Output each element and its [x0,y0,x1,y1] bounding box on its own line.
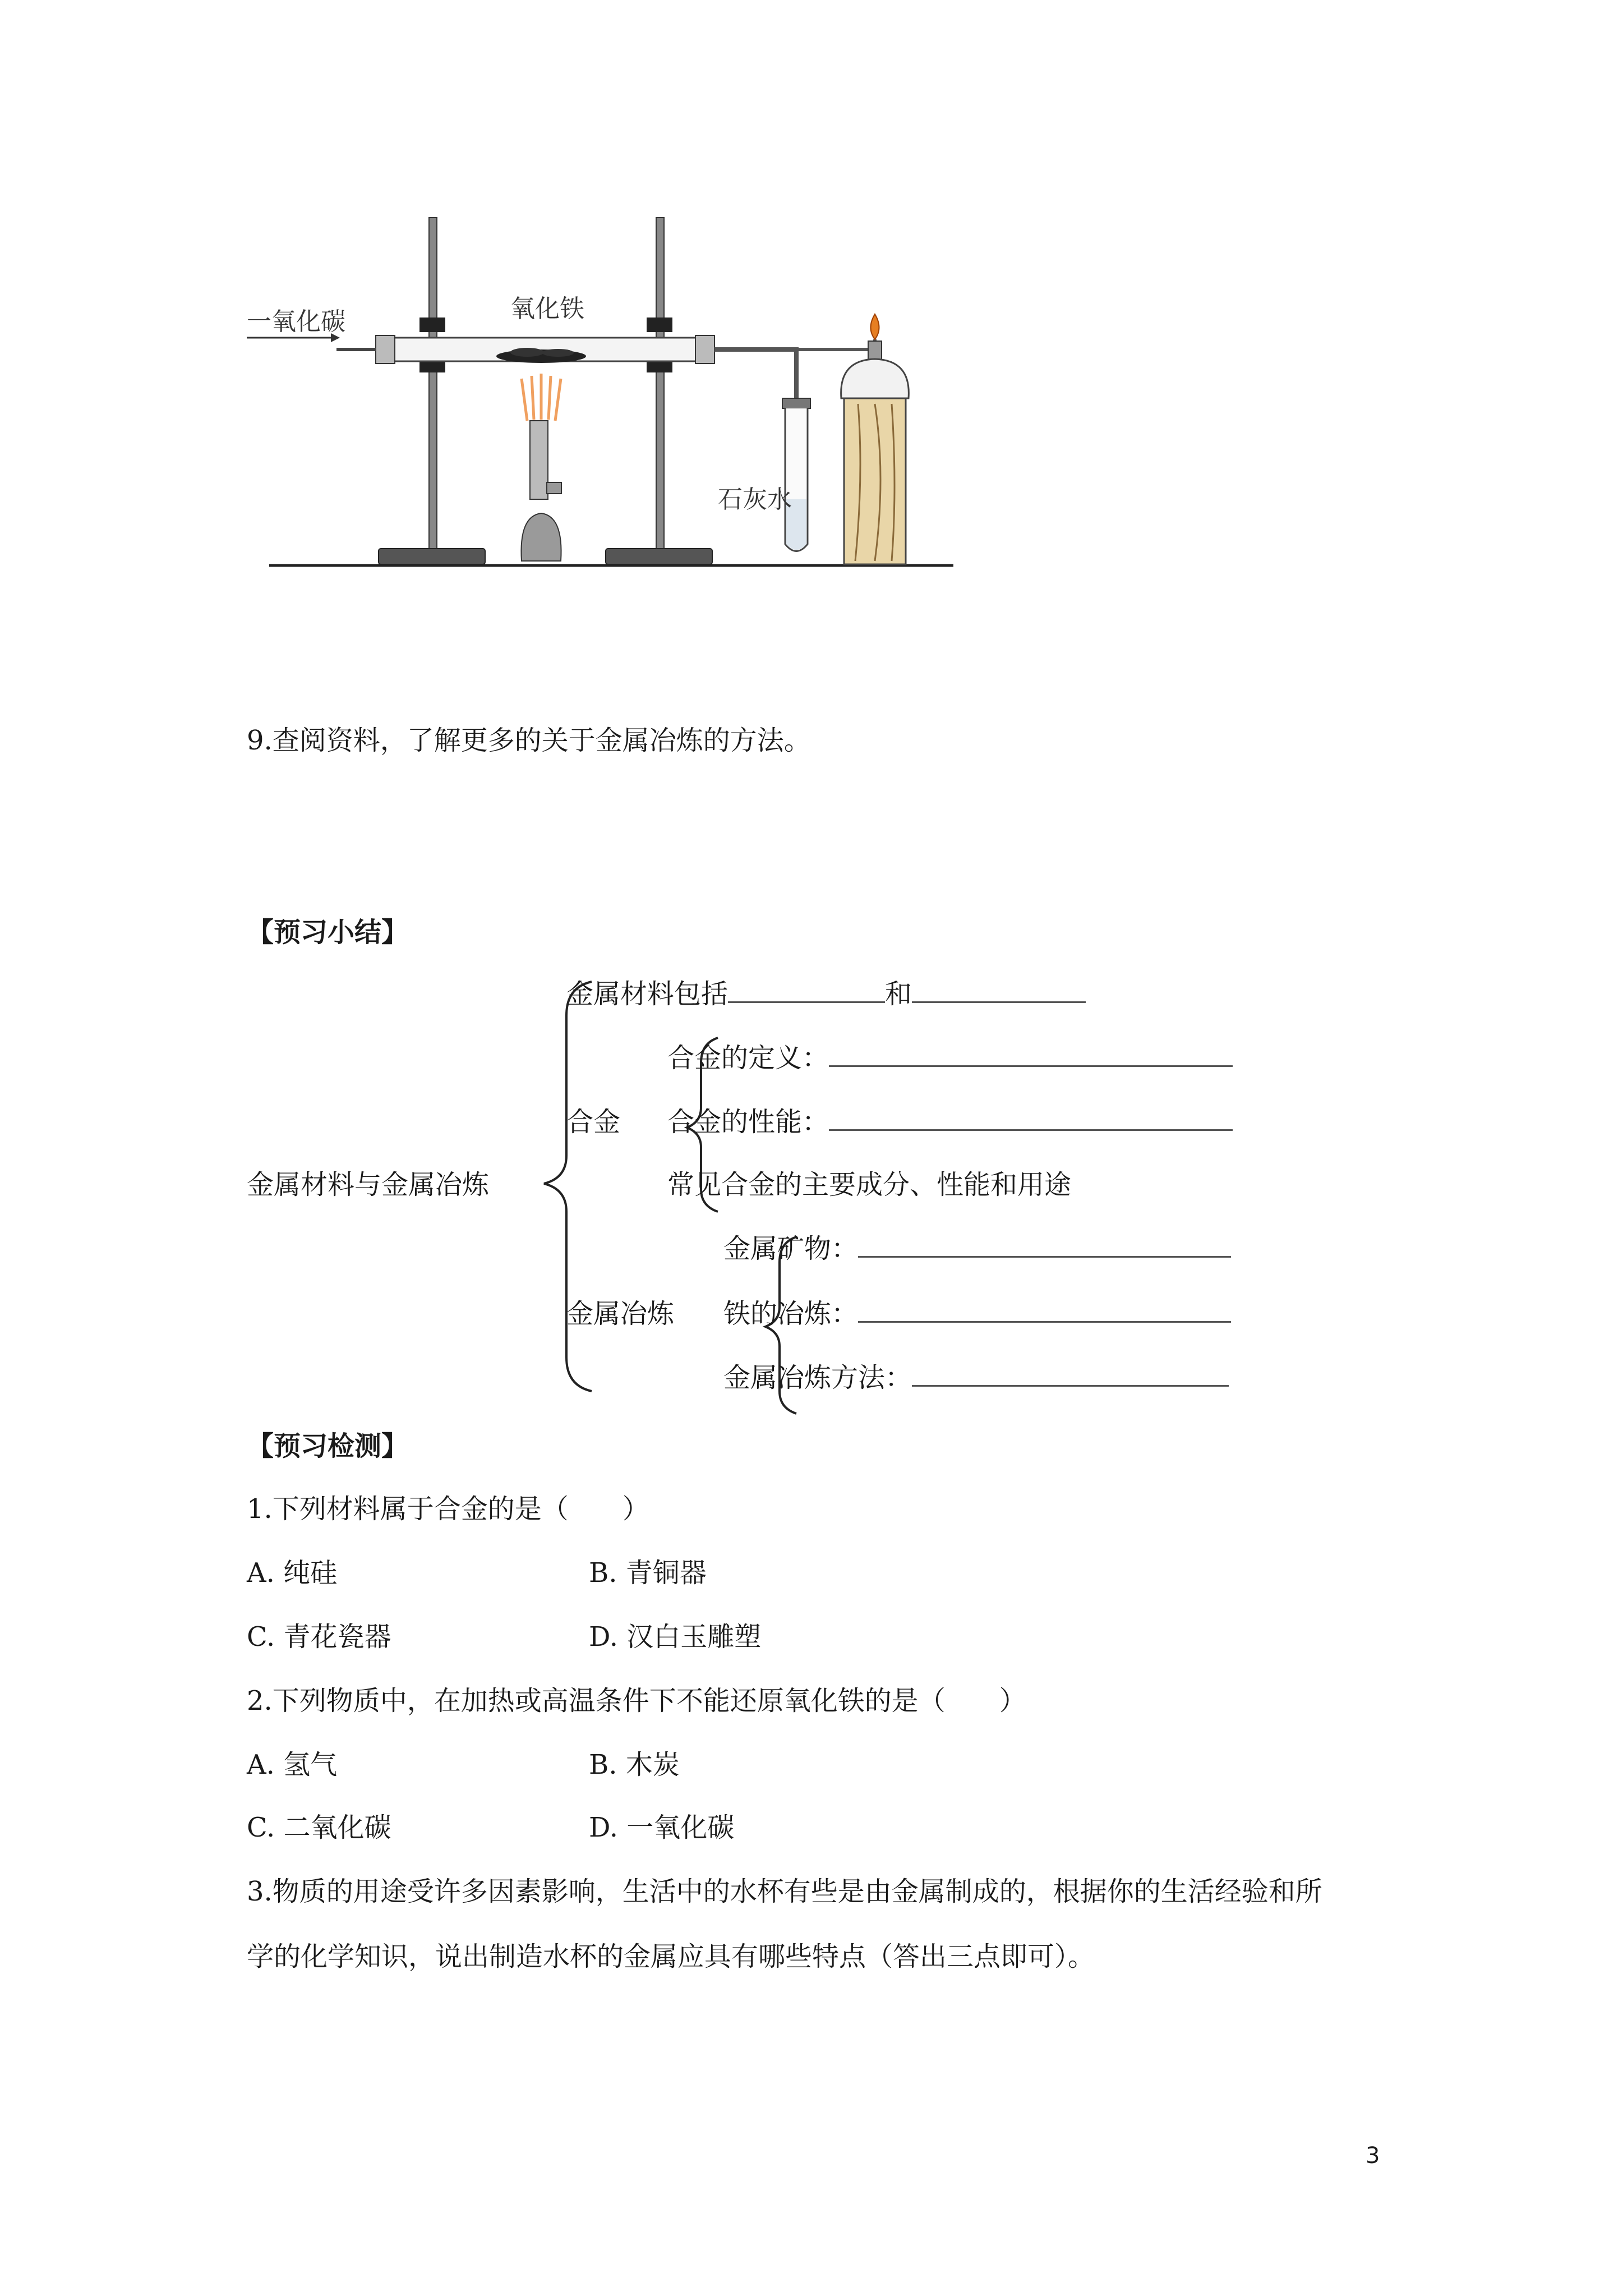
label-limewater: 石灰水 [718,485,792,514]
ore-line [723,1232,1231,1266]
q1-option-b[interactable]: B. 青铜器 [589,1557,707,1589]
ore-blank[interactable] [858,1234,1231,1258]
alloy-def-blank[interactable] [829,1043,1233,1067]
alloy-label: 合金 [566,1106,621,1138]
alloy-prop-line [667,1105,1233,1139]
alloy-def-label: 合金的定义： [667,1042,829,1074]
q1-option-d[interactable]: D. 汉白玉雕塑 [589,1621,762,1653]
iron-label: 铁的冶炼： [723,1298,859,1329]
label-carbon-monoxide: 一氧化碳 [247,307,345,336]
q2-option-b[interactable]: B. 木炭 [589,1749,680,1780]
q3-line-2: 学的化学知识，说出制造水杯的金属应具有哪些特点（答出三点即可）。 [247,1941,1095,1972]
q2-stem: 2.下列物质中，在加热或高温条件下不能还原氧化铁的是（ ） [247,1685,1026,1717]
materials-blank-2[interactable] [912,979,1086,1003]
alloy-def-line [667,1041,1233,1075]
method-label: 金属冶炼方法： [723,1362,912,1393]
check-heading: 【预习检测】 [247,1430,409,1462]
materials-prefix: 金属材料包括 [566,978,728,1010]
alloy-common-line: 常见合金的主要成分、性能和用途 [667,1169,1072,1200]
iron-blank[interactable] [858,1299,1231,1323]
materials-blank-1[interactable] [728,979,885,1003]
q1-stem: 1.下列材料属于合金的是（ ） [247,1493,649,1525]
ore-label: 金属矿物： [723,1233,859,1264]
summary-heading: 【预习小结】 [247,917,409,948]
smelting-label: 金属冶炼 [566,1298,675,1329]
label-iron-oxide: 氧化铁 [510,295,584,323]
question-9: 9.查阅资料，了解更多的关于金属冶炼的方法。 [247,725,811,756]
method-blank[interactable] [912,1363,1229,1387]
q2-option-c[interactable]: C. 二氧化碳 [247,1812,391,1843]
materials-line [566,977,1086,1011]
materials-and: 和 [885,978,912,1010]
alloy-prop-blank[interactable] [829,1107,1233,1131]
iron-line [723,1297,1231,1331]
alloy-prop-label: 合金的性能： [667,1106,829,1138]
q1-option-a[interactable]: A. 纯硅 [247,1557,338,1589]
page-number: 3 [1366,2143,1380,2169]
q2-option-a[interactable]: A. 氢气 [247,1749,338,1780]
method-line [723,1361,1229,1395]
summary-root: 金属材料与金属冶炼 [247,1169,490,1200]
q1-option-c[interactable]: C. 青花瓷器 [247,1621,391,1653]
q2-option-d[interactable]: D. 一氧化碳 [589,1812,735,1843]
q3-line-1: 3.物质的用途受许多因素影响，生活中的水杯有些是由金属制成的，根据你的生活经验和所 [247,1876,1322,1907]
